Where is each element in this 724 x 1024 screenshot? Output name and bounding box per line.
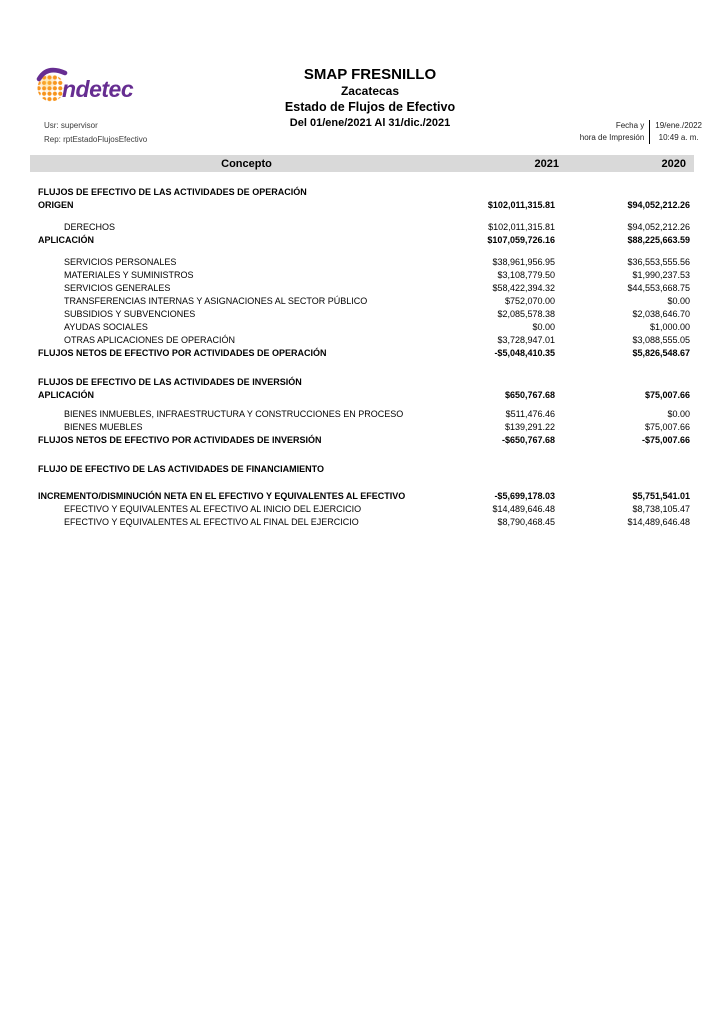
row-value-2021: $38,961,956.95: [492, 257, 555, 267]
row-value-2020: [555, 186, 690, 199]
row-label: SUBSIDIOS Y SUBVENCIONES: [64, 309, 196, 319]
row-value-2021: [425, 186, 555, 199]
table-row-flujos-netos-inversion: [38, 434, 690, 447]
row-value-2021: -$5,048,410.35: [494, 348, 555, 358]
row-value-2021: $107,059,726.16: [487, 235, 555, 245]
column-header-concept: Concepto: [221, 157, 272, 170]
row-value-2020: $94,052,212.26: [627, 200, 690, 210]
row-label: SERVICIOS PERSONALES: [64, 257, 177, 267]
row-value-2020: $5,751,541.01: [632, 491, 690, 501]
report-table-body: [38, 186, 690, 529]
row-label: FLUJO DE EFECTIVO DE LAS ACTIVIDADES DE FINANCIAMIENTO: [38, 464, 325, 474]
row-label: TRANSFERENCIAS INTERNAS Y ASIGNACIONES AL SECTOR PÚBLICO: [64, 296, 368, 306]
row-value-2021: $511,476.46: [505, 409, 555, 419]
row-label: INCREMENTO/DISMINUCIÓN NETA EN EL EFECTIVO Y EQUIVALENTES AL EFECTIVO: [38, 491, 406, 501]
print-info: [580, 120, 702, 144]
row-value-2020: $5,826,548.67: [632, 348, 690, 358]
row-value-2020: $75,007.66: [644, 422, 690, 432]
row-label: FLUJOS NETOS DE EFECTIVO POR ACTIVIDADES DE INVERSIÓN: [38, 435, 322, 445]
row-value-2021: [425, 376, 555, 389]
table-row-servicios-generales: [38, 282, 690, 295]
column-header-2020: 2020: [661, 157, 686, 170]
table-row-derechos: [38, 221, 690, 234]
table-row-aplicacion-operacion: [38, 234, 690, 247]
row-value-2020: -$75,007.66: [641, 435, 690, 445]
row-value-2021: $2,085,578.38: [497, 309, 555, 319]
table-row-ayudas-sociales: [38, 321, 690, 334]
row-value-2020: $1,990,237.53: [632, 270, 690, 280]
row-value-2021: $58,422,394.32: [492, 283, 555, 293]
print-label-line1: Fecha y: [615, 121, 645, 130]
row-label: EFECTIVO Y EQUIVALENTES AL EFECTIVO AL FINAL DEL EJERCICIO: [64, 517, 359, 527]
table-row-servicios-personales: [38, 256, 690, 269]
row-label: AYUDAS SOCIALES: [64, 322, 148, 332]
table-row-bienes-inmuebles: [38, 408, 690, 421]
row-value-2021: $102,011,315.81: [488, 222, 555, 232]
print-info-label: [580, 120, 650, 144]
table-row-transferencias: [38, 295, 690, 308]
row-value-2021: $14,489,646.48: [492, 504, 555, 514]
table-header-bar: [30, 155, 694, 172]
table-row-origen: [38, 199, 690, 212]
row-value-2021: -$650,767.68: [501, 435, 555, 445]
row-value-2020: $44,553,668.75: [627, 283, 690, 293]
user-line: Usr: supervisor: [44, 121, 98, 130]
table-row-subsidios: [38, 308, 690, 321]
row-label: ORIGEN: [38, 200, 74, 210]
org-name: SMAP FRESNILLO: [303, 66, 437, 83]
row-label: FLUJOS NETOS DE EFECTIVO POR ACTIVIDADES DE OPERACIÓN: [38, 348, 327, 358]
table-row-incremento-neto: [38, 490, 690, 503]
table-row-aplicacion-inversion: [38, 389, 690, 402]
row-label: APLICACIÓN: [38, 390, 94, 400]
print-time: 10:49 a. m.: [658, 133, 699, 142]
row-value-2020: $94,052,212.26: [627, 222, 690, 232]
print-info-values: [650, 120, 702, 144]
table-row-flujos-netos-operacion: [38, 347, 690, 360]
row-label: SERVICIOS GENERALES: [64, 283, 171, 293]
row-label: FLUJOS DE EFECTIVO DE LAS ACTIVIDADES DE OPERACIÓN: [38, 187, 307, 197]
row-label: DERECHOS: [64, 222, 116, 232]
row-label: APLICACIÓN: [38, 235, 94, 245]
row-value-2020: $0.00: [667, 409, 690, 419]
row-value-2021: $3,108,779.50: [497, 270, 555, 280]
row-value-2020: $8,738,105.47: [632, 504, 690, 514]
row-value-2020: $1,000.00: [649, 322, 690, 332]
row-label: OTRAS APLICACIONES DE OPERACIÓN: [64, 335, 236, 345]
row-value-2021: [425, 463, 555, 476]
table-row-bienes-muebles: [38, 421, 690, 434]
row-value-2021: $139,291.22: [504, 422, 555, 432]
logo-wordmark: ndetec: [62, 76, 134, 102]
section-header-financiamiento: [38, 463, 690, 476]
row-value-2020: $14,489,646.48: [627, 517, 690, 527]
row-value-2021: $3,728,947.01: [497, 335, 555, 345]
print-date: 19/ene./2022: [655, 121, 702, 130]
row-value-2020: $3,088,555.05: [632, 335, 690, 345]
row-label: BIENES MUEBLES: [64, 422, 143, 432]
row-value-2020: [555, 376, 690, 389]
row-value-2020: $2,038,646.70: [632, 309, 690, 319]
row-value-2021: $650,767.68: [504, 390, 555, 400]
row-value-2020: [555, 463, 690, 476]
print-label-line2: hora de Impresión: [579, 133, 645, 142]
row-label: FLUJOS DE EFECTIVO DE LAS ACTIVIDADES DE INVERSIÓN: [38, 377, 302, 387]
row-value-2021: $8,790,468.45: [497, 517, 555, 527]
report-title: Estado de Flujos de Efectivo: [284, 100, 456, 114]
row-label: MATERIALES Y SUMINISTROS: [64, 270, 194, 280]
row-label: BIENES INMUEBLES, INFRAESTRUCTURA Y CONSTRUCCIONES EN PROCESO: [64, 409, 404, 419]
table-row-efectivo-final: [38, 516, 690, 529]
column-header-2021: 2021: [534, 157, 559, 170]
row-value-2020: $36,553,555.56: [627, 257, 690, 267]
row-value-2021: $752,070.00: [504, 296, 555, 306]
state-name: Zacatecas: [340, 84, 400, 98]
report-period: Del 01/ene/2021 Al 31/dic./2021: [289, 117, 451, 129]
section-header-operacion: [38, 186, 690, 199]
row-value-2020: $75,007.66: [644, 390, 690, 400]
report-id-line: Rep: rptEstadoFlujosEfectivo: [44, 135, 148, 144]
row-value-2021: $102,011,315.81: [487, 200, 555, 210]
table-row-materiales: [38, 269, 690, 282]
row-value-2020: $0.00: [667, 296, 690, 306]
table-row-efectivo-inicio: [38, 503, 690, 516]
section-header-inversion: [38, 376, 690, 389]
row-value-2021: $0.00: [532, 322, 555, 332]
table-row-otras-aplicaciones: [38, 334, 690, 347]
row-value-2020: $88,225,663.59: [627, 235, 690, 245]
row-label: EFECTIVO Y EQUIVALENTES AL EFECTIVO AL INICIO DEL EJERCICIO: [64, 504, 362, 514]
row-value-2021: -$5,699,178.03: [494, 491, 555, 501]
